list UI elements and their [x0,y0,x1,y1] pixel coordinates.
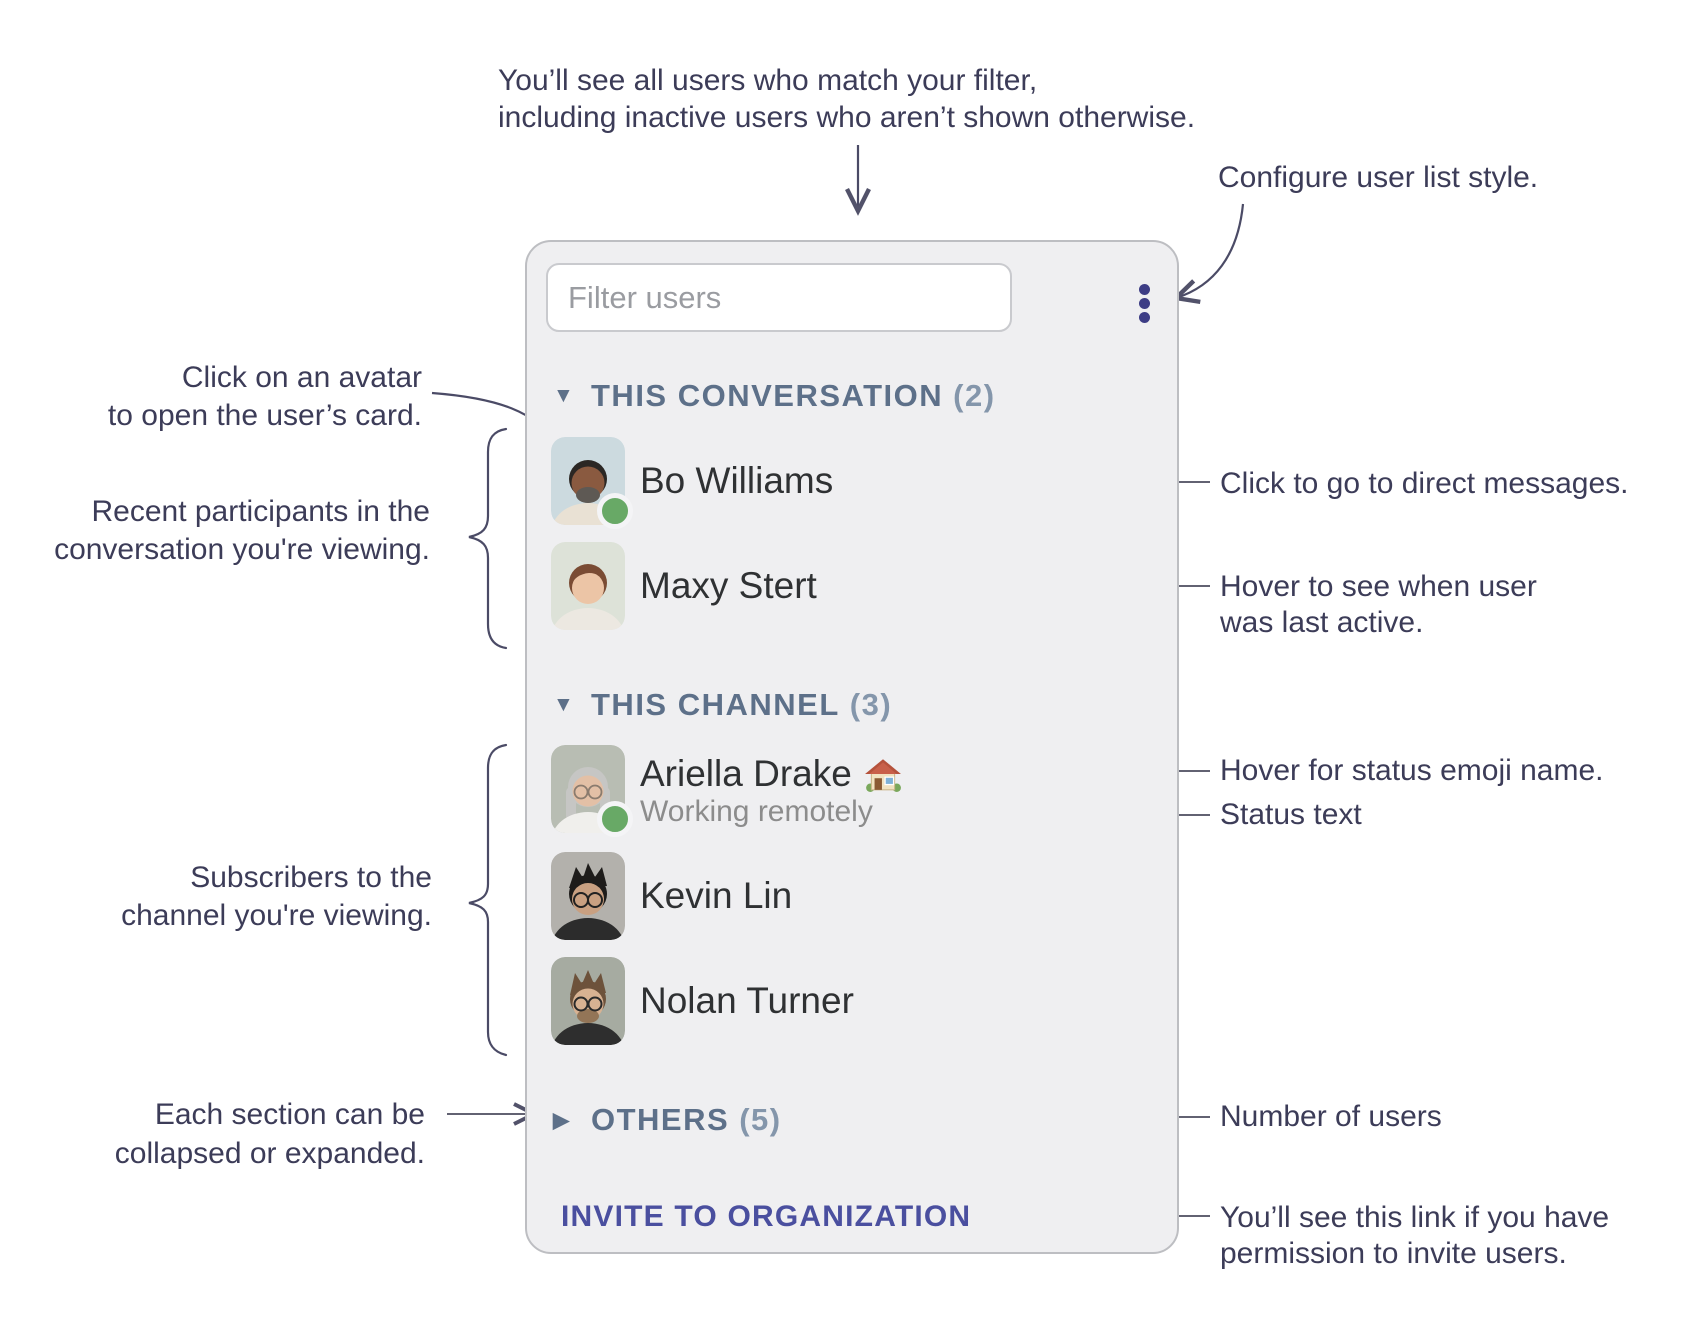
avatar-note [100,359,422,435]
user-row-bo-williams[interactable] [551,437,833,525]
status-note: Status text [1220,798,1362,831]
section-count: (3) [849,687,893,722]
avatar-note-line1: Click on an avatar [181,361,422,394]
participants-note [45,493,430,569]
presence-dot-online [597,801,633,837]
section-others-header[interactable] [553,1102,782,1138]
section-count: (2) [953,378,996,413]
house-status-emoji [864,756,902,792]
last-active-note-line1: Hover to see when user [1220,570,1537,603]
filter-note-line1: You’ll see all users who match your filter, [498,64,1038,97]
user-name[interactable]: Maxy Stert [640,565,817,606]
collapse-note-line2: collapsed or expanded. [114,1137,425,1170]
section-count: (5) [739,1102,782,1137]
invite-to-organization-link[interactable]: INVITE TO ORGANIZATION [561,1200,972,1233]
user-status-text: Working remotely [640,795,873,828]
collapse-note [100,1095,425,1173]
kebab-dot [1139,284,1150,295]
avatar[interactable] [551,852,625,940]
last-active-note-line2: was last active. [1220,606,1424,639]
brace-participants [469,429,506,648]
subscribers-note [110,859,432,935]
collapse-note-line1: Each section can be [154,1098,425,1131]
configure-note: Configure user list style. [1218,161,1539,194]
user-name[interactable] [640,753,902,795]
last-active-note [1220,569,1537,641]
avatar[interactable] [551,745,625,833]
section-this-channel-header[interactable] [553,687,892,723]
subscribers-note-line2: channel you're viewing. [121,899,432,932]
section-label: THIS CONVERSATION [591,378,944,413]
invite-note-line1: You’ll see this link if you have [1220,1201,1610,1234]
section-label: OTHERS [591,1102,730,1137]
subscribers-note-line1: Subscribers to the [190,861,432,894]
avatar-note-line2: to open the user’s card. [107,399,422,432]
presence-dot-online [597,493,633,529]
user-row-kevin-lin[interactable] [551,852,792,940]
filter-note-line2: including inactive users who aren’t shown otherwise. [498,101,1196,134]
user-name-text: Ariella Drake [640,753,852,794]
user-name[interactable]: Bo Williams [640,460,834,501]
count-note: Number of users [1220,1100,1442,1133]
invite-note [1220,1200,1609,1272]
avatar[interactable] [551,957,625,1045]
avatar[interactable] [551,437,625,525]
invite-note-line2: permission to invite users. [1220,1237,1567,1270]
avatar[interactable] [551,542,625,630]
filter-users-input[interactable] [546,263,1012,332]
user-row-ariella-drake[interactable] [551,745,902,833]
user-row-nolan-turner[interactable] [551,957,854,1045]
section-label: THIS CHANNEL [591,687,840,722]
triangle-right-icon[interactable]: ▶ [553,1108,570,1132]
kebab-dot [1139,312,1150,323]
participants-note-line1: Recent participants in the [91,495,430,528]
kebab-dot [1139,298,1150,309]
user-name[interactable]: Nolan Turner [640,980,854,1021]
participants-note-line2: conversation you're viewing. [54,533,430,566]
triangle-down-icon[interactable]: ▼ [553,693,574,716]
user-list-panel [525,240,1179,1254]
section-this-conversation-header[interactable] [553,378,996,414]
filter-note [498,62,1195,136]
user-name[interactable]: Kevin Lin [640,875,793,916]
dm-note: Click to go to direct messages. [1220,467,1629,500]
emoji-note: Hover for status emoji name. [1220,754,1604,787]
user-row-maxy-stert[interactable] [551,542,817,630]
triangle-down-icon[interactable]: ▼ [553,384,574,407]
user-list-options-kebab-icon[interactable] [1132,278,1156,328]
arrow-configure-note [1176,204,1243,298]
brace-subscribers [469,745,506,1055]
